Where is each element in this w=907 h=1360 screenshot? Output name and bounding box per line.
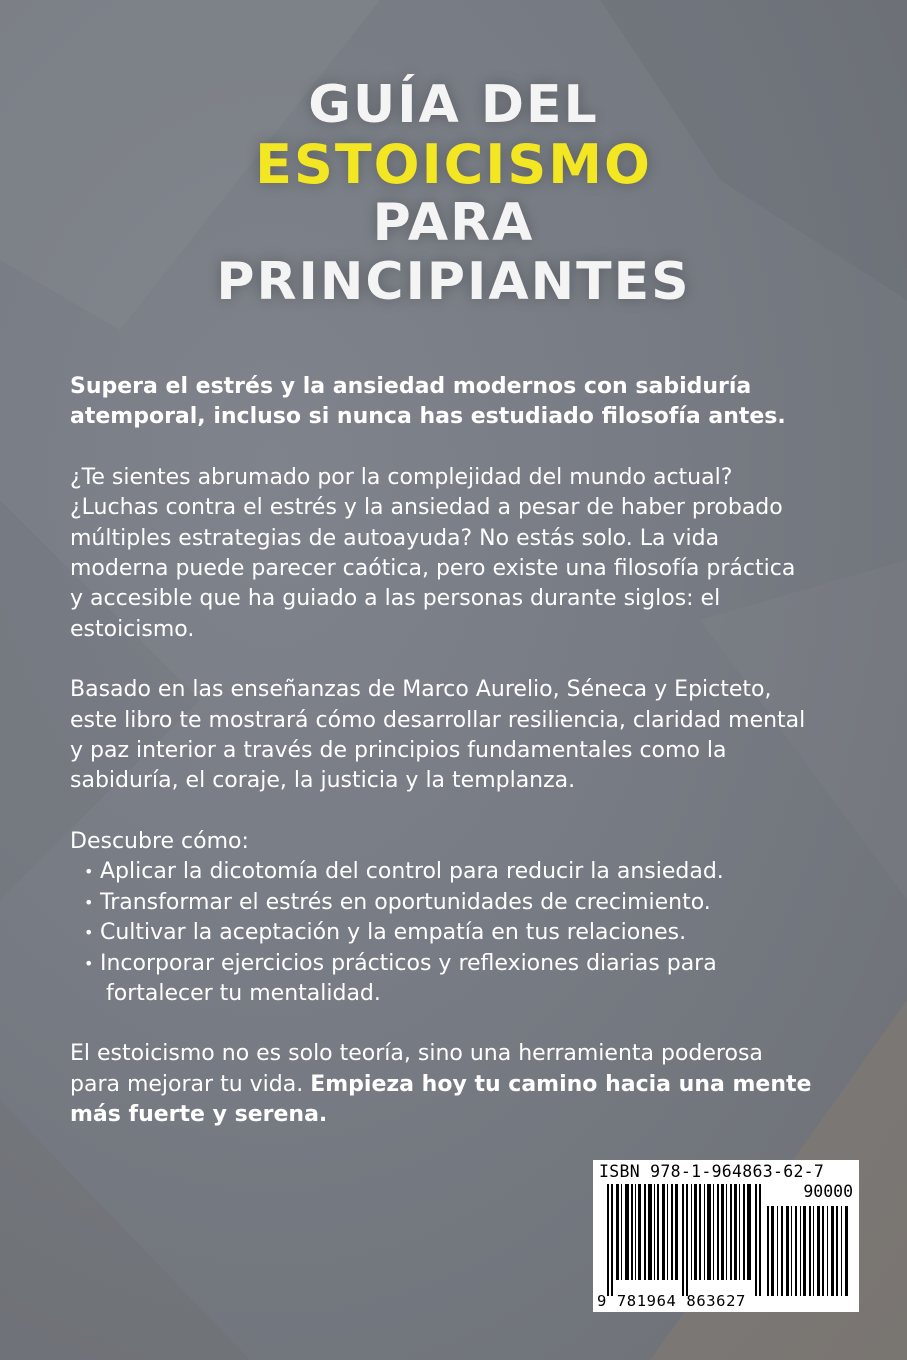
- list-item: • Cultivar la aceptación y la empatía en tus relaciones.: [84, 918, 860, 948]
- discover-heading: Descubre cómo:: [70, 828, 249, 854]
- ean-digits: 9 781964 863627: [597, 1292, 746, 1310]
- list-item: • Aplicar la dicotomía del control para reducir la ansiedad.: [84, 857, 860, 887]
- title-line-3: PARA: [372, 193, 535, 253]
- closing-paragraph: [70, 1039, 860, 1130]
- text-line: ¿Luchas contra el estrés y la ansiedad a pesar de haber probado: [70, 495, 783, 521]
- paragraph-basis: [70, 675, 860, 797]
- text-line: moderna puede parecer caótica, pero existe una filosofía práctica: [70, 556, 796, 582]
- text-line: este libro te mostrará cómo desarrollar resiliencia, claridad mental: [70, 707, 806, 733]
- text-line: El estoicismo no es solo teoría, sino una herramienta poderosa: [70, 1041, 763, 1067]
- title-line-4: PRINCIPIANTES: [216, 252, 691, 312]
- text-line: y accesible que ha guiado a las personas durante siglos: el: [70, 586, 721, 612]
- paragraph-problem: [70, 463, 860, 645]
- text-line: múltiples estrategias de autoayuda? No estás solo. La vida: [70, 525, 720, 551]
- list-item-line: Incorporar ejercicios prácticos y reflexiones diarias para: [100, 950, 717, 976]
- title-line-1: GUÍA DEL: [308, 75, 599, 135]
- title-line-accent: ESTOICISMO: [255, 133, 652, 196]
- isbn-label: ISBN 978-1-964863-62-7: [599, 1162, 825, 1181]
- ean-barcode-bars: [607, 1184, 765, 1296]
- text-line: estoicismo.: [70, 616, 195, 642]
- price-addon: 90000: [803, 1182, 853, 1201]
- back-cover-text: [70, 372, 860, 1131]
- intro-line: atemporal, incluso si nunca has estudiado filosofía antes.: [70, 404, 786, 430]
- list-item-line: fortalecer tu mentalidad.: [106, 980, 381, 1006]
- addon-barcode-bars: [767, 1206, 851, 1296]
- text-line: y paz interior a través de principios fundamentales como la: [70, 738, 727, 764]
- discover-list: [70, 857, 860, 1009]
- call-to-action: más fuerte y serena.: [70, 1102, 328, 1128]
- intro-line: Supera el estrés y la ansiedad modernos con sabiduría: [70, 374, 752, 399]
- text-line: sabiduría, el coraje, la justicia y la templanza.: [70, 768, 576, 794]
- list-item: [84, 949, 860, 1010]
- intro-paragraph: [70, 372, 860, 433]
- text-line: ¿Te sientes abrumado por la complejidad del mundo actual?: [70, 464, 733, 490]
- book-title: [0, 76, 907, 312]
- list-item: • Transformar el estrés en oportunidades de crecimiento.: [84, 888, 860, 918]
- text-line: para mejorar tu vida.: [70, 1071, 311, 1097]
- isbn-barcode: [593, 1160, 859, 1312]
- text-line: Basado en las enseñanzas de Marco Aurelio, Séneca y Epicteto,: [70, 677, 772, 703]
- call-to-action: Empieza hoy tu camino hacia una mente: [310, 1071, 812, 1097]
